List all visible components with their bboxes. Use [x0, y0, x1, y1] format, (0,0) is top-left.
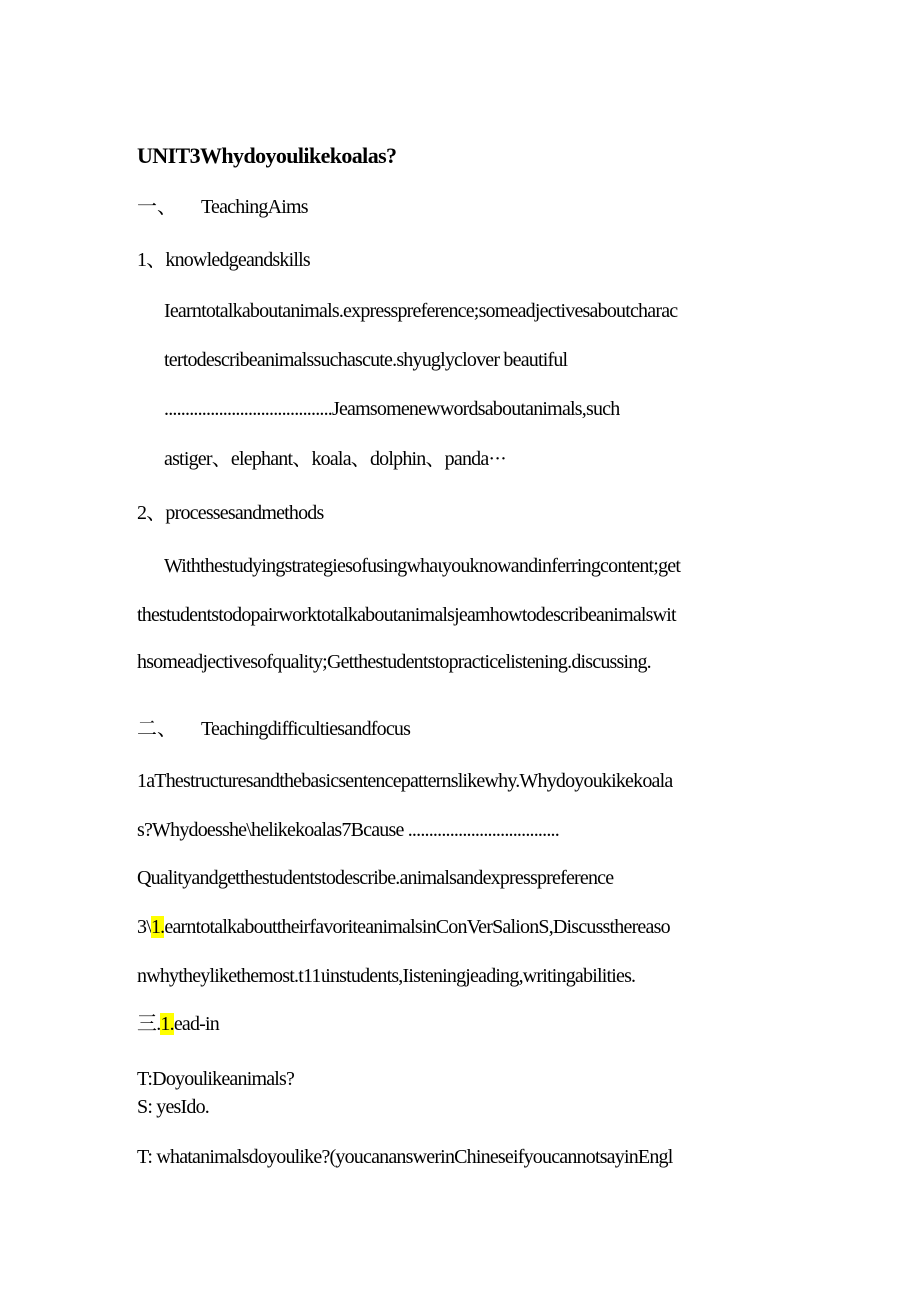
aims-item-1-line: Iearntotalkaboutanimals.expresspreference;someadjectivesaboutcharac [164, 300, 678, 322]
section-heading-lead-in [137, 1012, 219, 1036]
focus-line: s?Whydoesshe\helikekoalas7Bcause .................................... [137, 819, 559, 841]
aims-item-1-line: ........................................Jeamsomenewwordsaboutanimals,such [164, 398, 620, 420]
focus-line [137, 915, 670, 939]
focus-line: Qualityandgetthestudentstodescribe.animalsandexpresspreference [137, 867, 614, 889]
focus-line: nwhytheylikethemost.t11ιinstudents,Iisteningjeading,writingabilities. [137, 965, 636, 987]
aims-item-2-line: thestudentstodopairworktotalkaboutanimalsjeamhowtodescribeanimalswit [137, 604, 676, 626]
focus-line-rest: earntotalkabouttheirfavoriteanimalsinConVerSalionS,Discussthereaso [164, 916, 670, 938]
focus-line: 1aThestructuresandthebasicsentencepatternslikewhy.Whydoyoukikekoala [137, 770, 673, 792]
document-title: UNIT3Whydoyoulikekoalas? [137, 143, 397, 168]
section-title: TeachingAims [201, 196, 308, 218]
aims-item-2-line: hsomeadjectivesofquality;Getthestudentstopracticelistening.discussing. [137, 651, 651, 673]
aims-item-2-line: Withthestudyingstrategiesofusingwhaιyouknowandinferringcontent;get [164, 555, 681, 577]
dialogue-line: T: whatanimalsdoyoulike?(youcananswerinChineseifyoucannotsayinEngl [137, 1146, 673, 1168]
highlighted-text: 1. [150, 916, 165, 938]
section-title: ead-in [173, 1013, 219, 1035]
section-number: 一、 [137, 196, 177, 218]
aims-item-1-heading: 1、knowledgeandskills [137, 249, 310, 271]
focus-line-prefix: 3\ [137, 916, 151, 938]
highlighted-text: 1. [160, 1013, 174, 1035]
section-heading-aims [137, 195, 308, 219]
aims-item-1-line: astiger、elephant、koala、dolphin、panda··· [164, 448, 507, 470]
aims-item-1-line: tertodescribeanimalssuchascute.shyuglyclover beautiful [164, 349, 568, 371]
section-heading-focus [137, 717, 410, 741]
aims-item-2-heading: 2、processesandmethods [137, 502, 324, 524]
dialogue-line: S: yesIdo. [137, 1096, 210, 1118]
section-prefix: 三. [137, 1013, 161, 1035]
section-title: Teachingdifficultiesandfocus [201, 718, 411, 740]
dialogue-line: T:Doyoulikeanimals? [137, 1068, 295, 1090]
section-number: 二、 [137, 718, 177, 740]
